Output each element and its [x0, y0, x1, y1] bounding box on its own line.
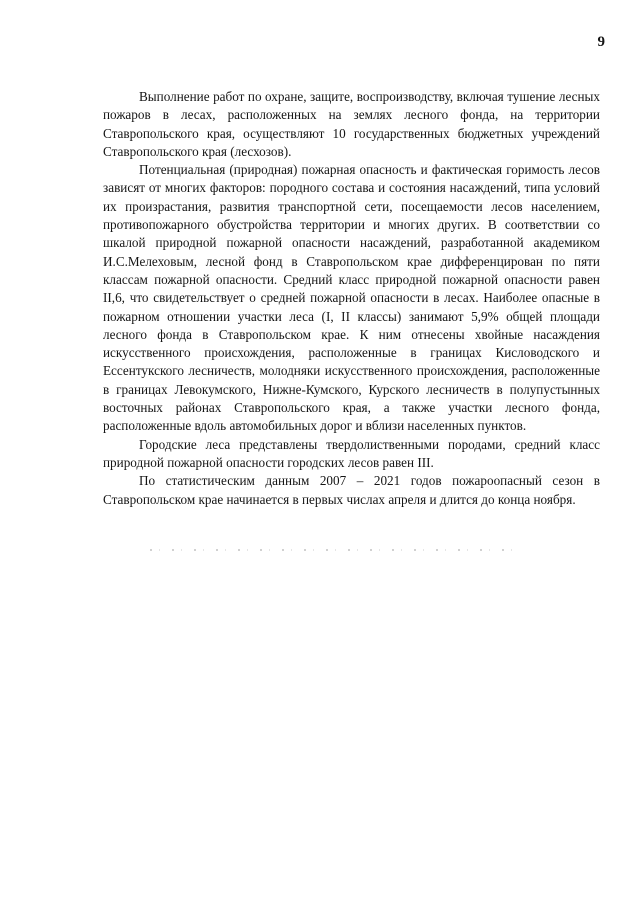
page-number: 9	[597, 34, 605, 50]
paragraph-forest-protection: Выполнение работ по охране, защите, воспроизводству, включая тушение лесных пожаров в лесах, расположенных на землях лесного фонда, на территории Ставропольского края, осуществляют 10 государственных бюджетных учреждений Ставропольского края (лесхозов).	[103, 89, 600, 159]
paragraph-fire-season: По статистическим данным 2007 – 2021 годов пожароопасный сезон в Ставропольском крае начинается в первых числах апреля и длится до конца ноября.	[103, 473, 600, 507]
scan-artifact	[150, 549, 520, 551]
paragraph-fire-danger: Потенциальная (природная) пожарная опасность и фактическая горимость лесов зависят от многих факторов: породного состава и состояния насаждений, типа условий их произрастания, развития транспортной сети, посещаемости лесов населением, противопожарного обустройства территории и многих других. В соответствии со шкалой природной пожарной опасности насаждений, разработанной академиком И.С.Мелеховым, лесной фонд в Ставропольском крае дифференцирован по пяти классам пожарной опасности. Средний класс природной пожарной опасности равен II,6, что свидетельствует о средней пожарной опасности в лесах. Наиболее опасные в пожарном отношении участки леса (I, II классы) занимают 5,9% общей площади лесного фонда в Ставропольском крае. К ним отнесены хвойные насаждения искусственного происхождения, расположенные в границах Кисловодского и Ессентукского лесничеств, молодняки искусственного происхождения, расположенные в границах Левокумского, Нижне-Кумского, Курского лесничеств в полупустынных восточных районах Ставропольского края, а также участки лесного фонда, расположенные вдоль автомобильных дорог и вблизи населенных пунктов.	[103, 162, 600, 434]
paragraph-urban-forests: Городские леса представлены твердолиственными породами, средний класс природной пожарной опасности городских лесов равен III.	[103, 436, 600, 470]
document-body	[103, 88, 600, 509]
